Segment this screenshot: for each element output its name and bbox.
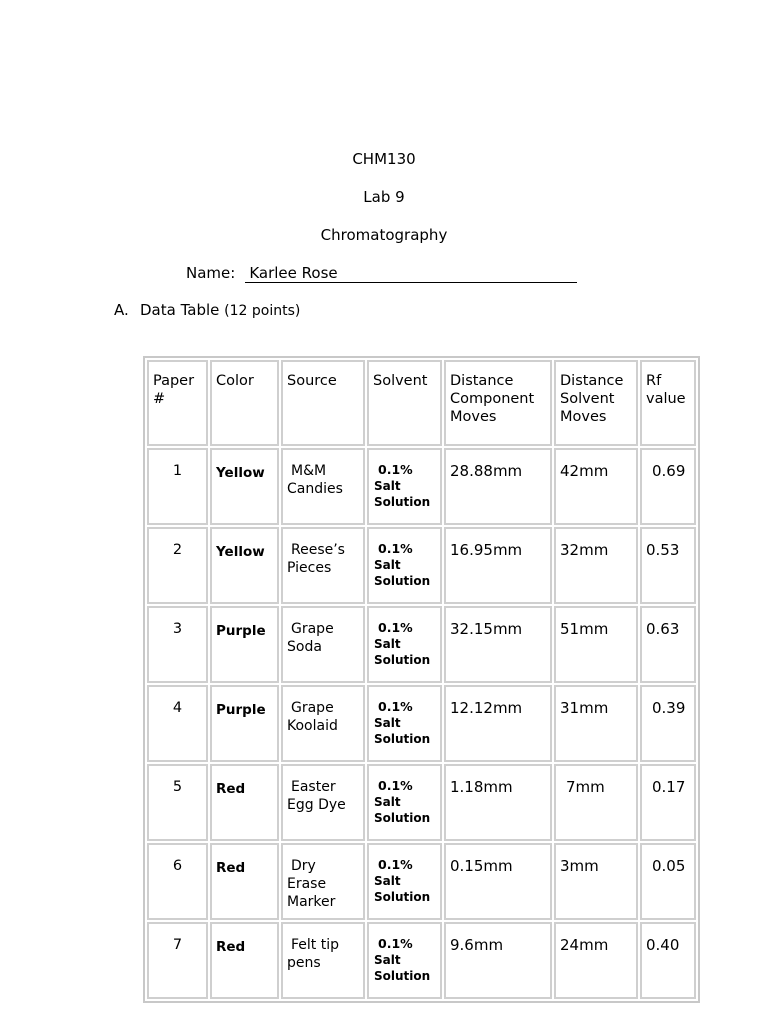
source-line: Egg Dye — [287, 797, 346, 813]
solvent-line: Solution — [374, 811, 431, 825]
lab-topic: Chromatography — [320, 226, 448, 244]
component-distance-cell: 0.15mm — [444, 843, 552, 920]
rf-value-cell: 0.17 — [640, 764, 696, 841]
source-line: Grape — [291, 621, 334, 637]
solvent-line: Solution — [374, 732, 431, 746]
color-cell: Yellow — [210, 527, 279, 604]
header-solvent — [367, 360, 442, 446]
source-line: Candies — [287, 481, 343, 497]
paper-number-cell: 7 — [147, 922, 208, 999]
source-line: Dry — [291, 858, 316, 874]
source-cell — [281, 606, 365, 683]
source-cell — [281, 843, 365, 920]
solvent-line: Solution — [374, 969, 431, 983]
source-line: Felt tip — [291, 937, 339, 953]
solvent-cell — [367, 527, 442, 604]
header-line: Solvent — [373, 373, 428, 389]
section-points: (12 points) — [224, 303, 301, 319]
source-line: Soda — [287, 639, 322, 655]
source-line: pens — [287, 955, 321, 971]
table-header-row — [147, 360, 696, 446]
solvent-line: 0.1% — [378, 620, 413, 635]
source-cell — [281, 922, 365, 999]
color-cell: Red — [210, 843, 279, 920]
header-line: Paper — [153, 373, 195, 389]
header-distance-solvent — [554, 360, 638, 446]
solvent-line: Solution — [374, 890, 431, 904]
solvent-line: 0.1% — [378, 778, 413, 793]
name-row — [186, 264, 577, 283]
paper-number-cell: 2 — [147, 527, 208, 604]
solvent-line: Salt — [374, 479, 401, 493]
header-line: Moves — [450, 409, 497, 425]
solvent-line: Salt — [374, 795, 401, 809]
source-line: Erase — [287, 876, 327, 892]
color-cell: Red — [210, 922, 279, 999]
rf-value-cell: 0.40 — [640, 922, 696, 999]
solvent-cell — [367, 843, 442, 920]
component-distance-cell: 16.95mm — [444, 527, 552, 604]
section-number: A. — [114, 301, 129, 319]
table-row — [147, 527, 696, 604]
header-line: Source — [287, 373, 337, 389]
data-table — [143, 356, 700, 1003]
source-line: M&M — [291, 463, 327, 479]
solvent-line: Solution — [374, 653, 431, 667]
color-cell: Red — [210, 764, 279, 841]
header-line: Component — [450, 391, 535, 407]
table-row — [147, 922, 696, 999]
component-distance-cell: 9.6mm — [444, 922, 552, 999]
header-line: # — [153, 391, 166, 407]
header-line: Distance — [560, 373, 624, 389]
component-distance-cell: 28.88mm — [444, 448, 552, 525]
header-distance-component — [444, 360, 552, 446]
solvent-line: Salt — [374, 716, 401, 730]
header-rf-value — [640, 360, 696, 446]
paper-number-cell: 6 — [147, 843, 208, 920]
source-line: Koolaid — [287, 718, 338, 734]
solvent-line: 0.1% — [378, 541, 413, 556]
header-line: value — [646, 391, 686, 407]
solvent-distance-cell: 42mm — [554, 448, 638, 525]
solvent-cell — [367, 922, 442, 999]
source-line: Reese’s — [291, 542, 345, 558]
lab-number: Lab 9 — [363, 188, 405, 206]
solvent-cell — [367, 764, 442, 841]
header-line: Rf — [646, 373, 662, 389]
paper-number-cell: 1 — [147, 448, 208, 525]
source-cell — [281, 685, 365, 762]
solvent-line: Salt — [374, 874, 401, 888]
section-title: Data Table — [140, 301, 220, 319]
source-cell — [281, 527, 365, 604]
solvent-cell — [367, 685, 442, 762]
source-cell — [281, 448, 365, 525]
rf-value-cell: 0.53 — [640, 527, 696, 604]
solvent-cell — [367, 606, 442, 683]
solvent-distance-cell: 3mm — [554, 843, 638, 920]
table-row — [147, 685, 696, 762]
table-row — [147, 448, 696, 525]
source-cell — [281, 764, 365, 841]
name-label: Name: — [186, 264, 236, 282]
rf-value-cell: 0.63 — [640, 606, 696, 683]
solvent-line: Solution — [374, 495, 431, 509]
paper-number-cell: 4 — [147, 685, 208, 762]
name-field[interactable]: Karlee Rose — [245, 264, 577, 283]
source-line: Marker — [287, 894, 336, 910]
solvent-line: Salt — [374, 558, 401, 572]
header-color — [210, 360, 279, 446]
table-row — [147, 764, 696, 841]
color-cell: Purple — [210, 606, 279, 683]
solvent-line: 0.1% — [378, 936, 413, 951]
solvent-line: Salt — [374, 953, 401, 967]
paper-number-cell: 3 — [147, 606, 208, 683]
source-line: Pieces — [287, 560, 332, 576]
rf-value-cell: 0.05 — [640, 843, 696, 920]
solvent-distance-cell: 51mm — [554, 606, 638, 683]
header-line: Distance — [450, 373, 514, 389]
color-cell: Yellow — [210, 448, 279, 525]
solvent-line: 0.1% — [378, 462, 413, 477]
header-paper — [147, 360, 208, 446]
solvent-distance-cell: 7mm — [554, 764, 638, 841]
header-source — [281, 360, 365, 446]
solvent-line: Salt — [374, 637, 401, 651]
header-line: Solvent — [560, 391, 615, 407]
solvent-distance-cell: 24mm — [554, 922, 638, 999]
source-line: Grape — [291, 700, 334, 716]
rf-value-cell: 0.39 — [640, 685, 696, 762]
color-cell: Purple — [210, 685, 279, 762]
table-row — [147, 843, 696, 920]
source-line: Easter — [291, 779, 336, 795]
table-row — [147, 606, 696, 683]
solvent-distance-cell: 31mm — [554, 685, 638, 762]
solvent-distance-cell: 32mm — [554, 527, 638, 604]
data-table-container — [143, 356, 700, 1003]
component-distance-cell: 32.15mm — [444, 606, 552, 683]
component-distance-cell: 1.18mm — [444, 764, 552, 841]
header-line: Moves — [560, 409, 607, 425]
solvent-cell — [367, 448, 442, 525]
rf-value-cell: 0.69 — [640, 448, 696, 525]
component-distance-cell: 12.12mm — [444, 685, 552, 762]
paper-number-cell: 5 — [147, 764, 208, 841]
solvent-line: Solution — [374, 574, 431, 588]
section-a-heading — [114, 301, 300, 320]
solvent-line: 0.1% — [378, 857, 413, 872]
solvent-line: 0.1% — [378, 699, 413, 714]
header-line: Color — [216, 373, 254, 389]
course-code: CHM130 — [352, 150, 416, 168]
